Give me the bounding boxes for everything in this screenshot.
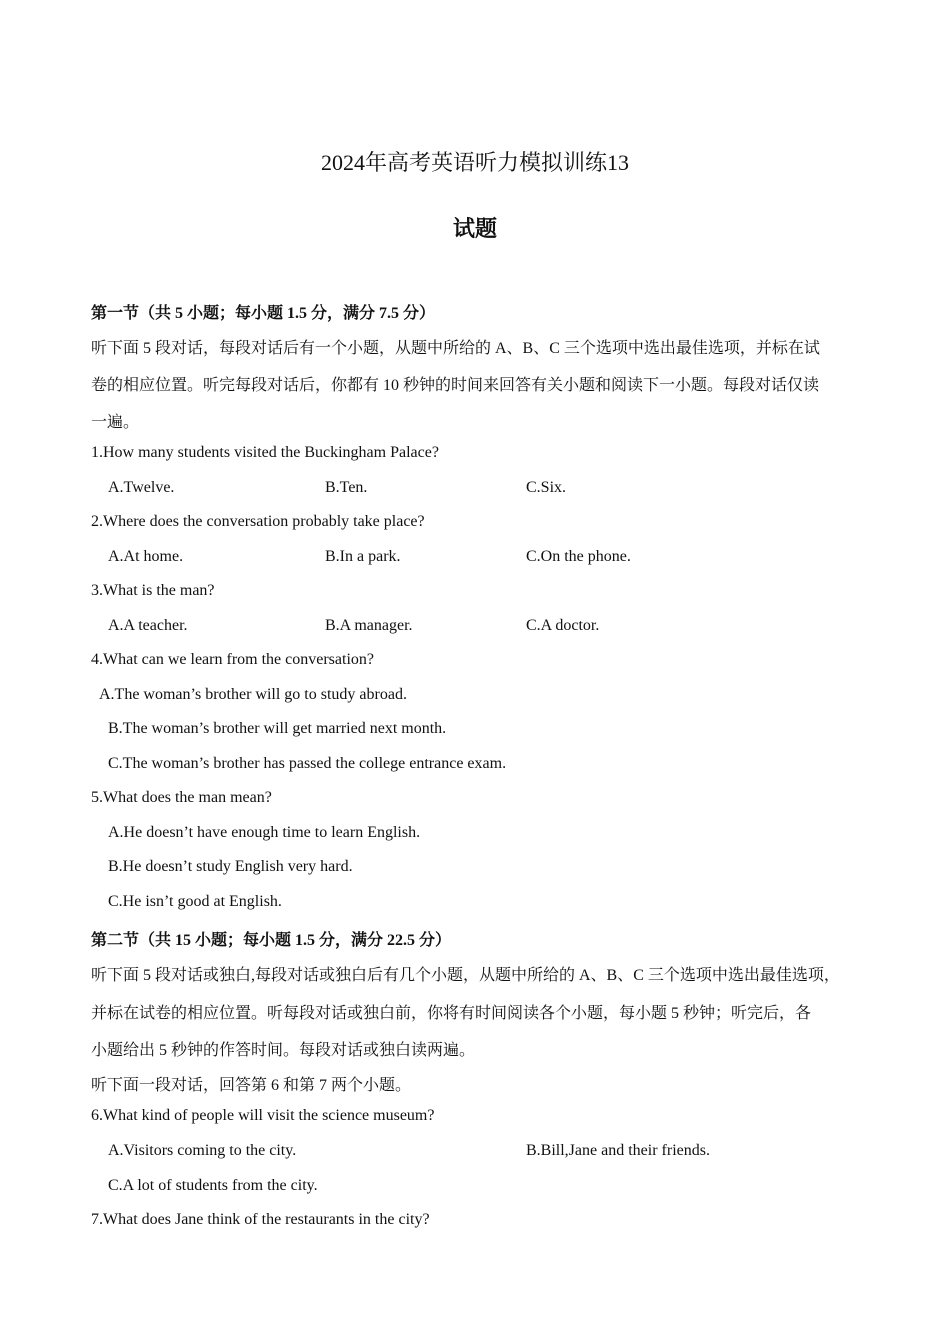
question-5-option-a: A.He doesn’t have enough time to learn English. — [108, 824, 421, 841]
question-6-option-c: C.A lot of students from the city. — [108, 1177, 318, 1194]
question-6-option-a: A.Visitors coming to the city. — [108, 1142, 297, 1159]
document-title: 2024年高考英语听力模拟训练13 — [320, 150, 629, 175]
question-3-option-b: B.A manager. — [325, 617, 413, 634]
section2-heading: 第二节（共 15 小题；每小题 1.5 分，满分 22.5 分） — [91, 932, 452, 949]
question-2: 2.Where does the conversation probably take place? — [91, 513, 425, 530]
question-5-option-c: C.He isn’t good at English. — [108, 893, 282, 910]
question-6-option-b: B.Bill,Jane and their friends. — [526, 1142, 710, 1159]
section1-instruction-line: 听下面 5 段对话，每段对话后有一个小题，从题中所给的 A、B、C 三个选项中选出最佳选项，并标在试 — [91, 340, 820, 357]
question-2-option-b: B.In a park. — [325, 548, 401, 565]
question-4-option-a: A.The woman’s brother will go to study abroad. — [99, 686, 407, 703]
question-2-option-a: A.At home. — [108, 548, 184, 565]
question-5: 5.What does the man mean? — [91, 789, 272, 806]
section1-instruction-line: 卷的相应位置。听完每段对话后，你都有 10 秒钟的时间来回答有关小题和阅读下一小题。每段对话仅读 — [91, 377, 820, 394]
question-2-option-c: C.On the phone. — [526, 548, 631, 565]
question-7: 7.What does Jane think of the restaurants in the city? — [91, 1211, 430, 1228]
section2-instruction-line: 听下面 5 段对话或独白,每段对话或独白后有几个小题，从题中所给的 A、B、C 三个选项中选出最佳选项， — [91, 967, 840, 984]
question-4-option-b: B.The woman’s brother will get married next month. — [108, 720, 447, 737]
question-3-option-a: A.A teacher. — [108, 617, 188, 634]
section2-intro: 听下面一段对话，回答第 6 和第 7 两个小题。 — [91, 1077, 412, 1094]
section1-instruction-line: 一遍。 — [91, 414, 140, 431]
document-subtitle: 试题 — [452, 216, 497, 241]
question-5-option-b: B.He doesn’t study English very hard. — [108, 858, 353, 875]
section1-heading: 第一节（共 5 小题；每小题 1.5 分，满分 7.5 分） — [91, 305, 436, 322]
section2-instruction-line: 并标在试卷的相应位置。听每段对话或独白前，你将有时间阅读各个小题，每小题 5 秒钟；听完后，各 — [91, 1005, 812, 1022]
question-1-option-a: A.Twelve. — [108, 479, 175, 496]
question-4-option-c: C.The woman’s brother has passed the college entrance exam. — [108, 755, 507, 772]
section2-instruction-line: 小题给出 5 秒钟的作答时间。每段对话或独白读两遍。 — [91, 1042, 476, 1059]
question-6: 6.What kind of people will visit the science museum? — [91, 1107, 435, 1124]
question-3-option-c: C.A doctor. — [526, 617, 600, 634]
question-1: 1.How many students visited the Buckingham Palace? — [91, 444, 439, 461]
question-1-option-c: C.Six. — [526, 479, 567, 496]
question-3: 3.What is the man? — [91, 582, 215, 599]
question-1-option-b: B.Ten. — [325, 479, 368, 496]
question-4: 4.What can we learn from the conversation? — [91, 651, 374, 668]
